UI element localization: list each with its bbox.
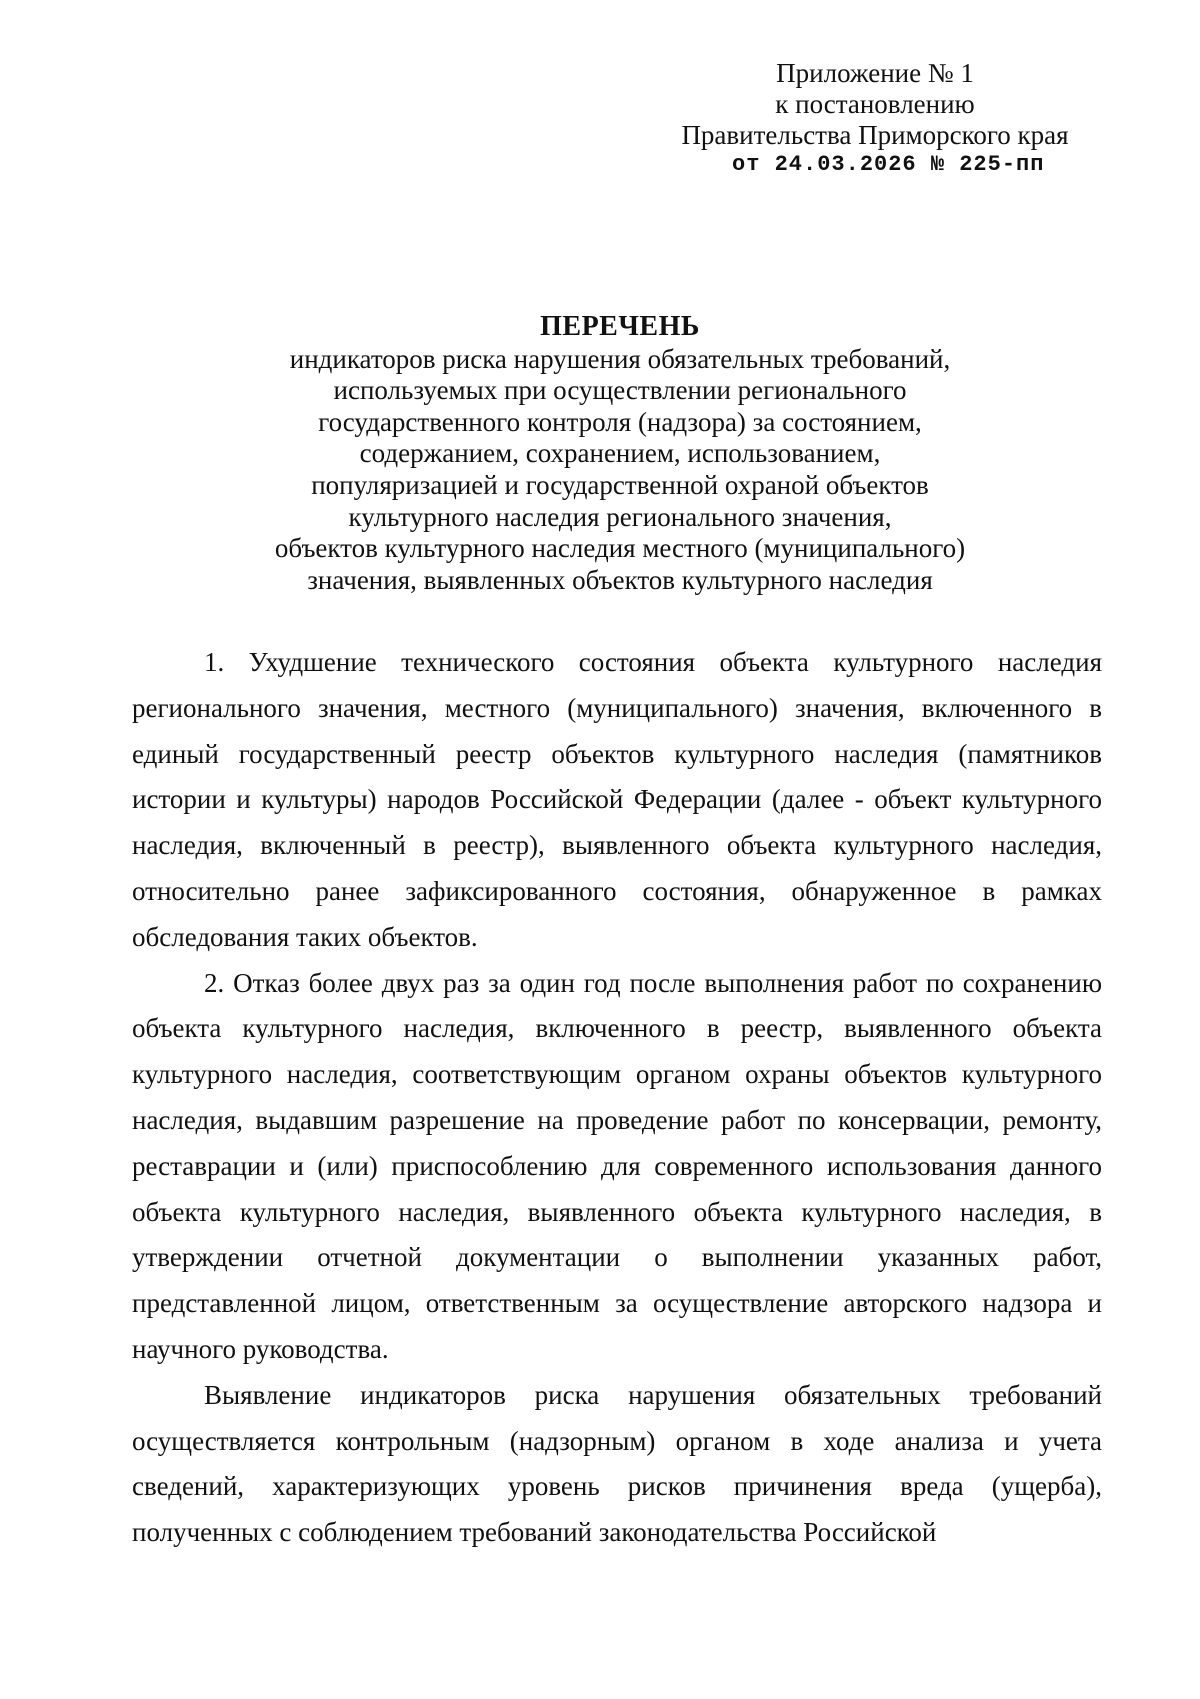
heading-line: используемых при осуществлении регионального	[333, 375, 907, 406]
appendix-reference: к постановлению	[775, 89, 975, 119]
heading-line: индикаторов риска нарушения обязательных требований,	[289, 343, 951, 374]
heading-line: популяризацией и государственной охраной объектов	[311, 469, 929, 500]
heading-line: объектов культурного наследия местного (муниципального)	[274, 533, 966, 564]
appendix-authority: Правительства Приморского края	[681, 120, 1069, 150]
indicator-paragraph-1: 1. Ухудшение технического состояния объекта культурного наследия регионального значения, местного (муниципального) значения, включенного в единый государственный реестр объектов культурного наследия (памятников истории и культуры) народов Российской Федерации (далее - объект культурного наследия, включенный в реестр), выявленного объекта культурного наследия, относительно ранее зафиксированного состояния, обнаруженное в рамках обследования таких объектов.	[132, 647, 1102, 952]
appendix-number: Приложение № 1	[776, 58, 974, 88]
heading-line: содержанием, сохранением, использованием,	[359, 438, 881, 469]
appendix-header	[640, 58, 1110, 177]
document-title: ПЕРЕЧЕНЬ	[540, 311, 700, 342]
closing-paragraph: Выявление индикаторов риска нарушения обязательных требований осуществляется контрольным (надзорным) органом в ходе анализа и учета сведений, характеризующих уровень рисков причинения вреда (ущерба), полученных с соблюдением требований законодательства Российской	[132, 1379, 1102, 1548]
document-heading	[130, 311, 1110, 596]
document-body	[132, 640, 1102, 1556]
heading-line: значения, выявленных объектов культурного наследия	[307, 564, 933, 595]
indicator-paragraph-2: 2. Отказ более двух раз за один год после выполнения работ по сохранению объекта культурного наследия, включенного в реестр, выявленного объекта культурного наследия, соответствующим органом охраны объектов культурного наследия, выдавшим разрешение на проведение работ по консервации, ремонту, реставрации и (или) приспособлению для современного использования данного объекта культурного наследия, выявленного объекта культурного наследия, в утверждении отчетной документации о выполнении указанных работ, представленной лицом, ответственным за осуществление авторского надзора и научного руководства.	[132, 967, 1102, 1364]
heading-line: культурного наследия регионального значения,	[348, 501, 892, 532]
resolution-date-number-stamp: от 24.03.2026 № 225-пп	[732, 152, 1045, 177]
heading-line: государственного контроля (надзора) за состоянием,	[318, 406, 922, 437]
